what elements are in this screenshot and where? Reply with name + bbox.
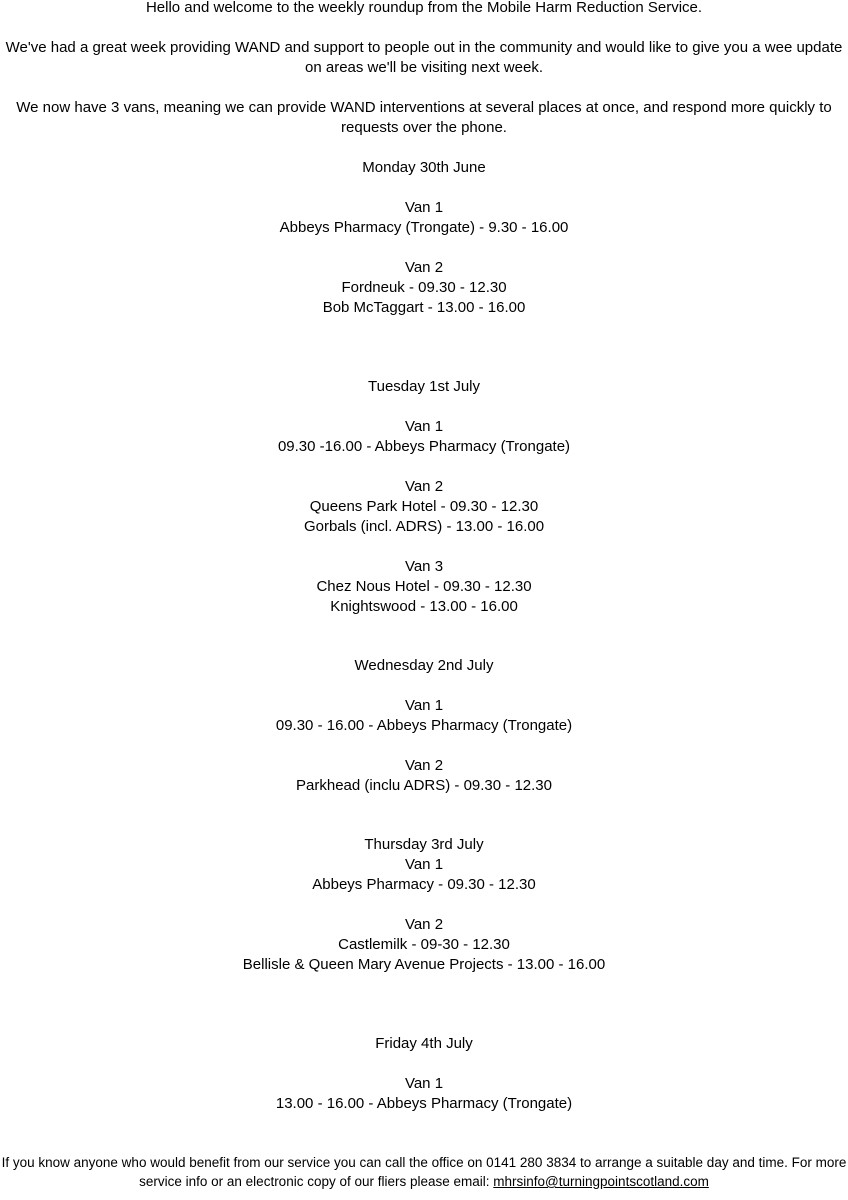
update-text-line-2: on areas we'll be visiting next week. [305, 59, 543, 76]
monday-van2-stop: Fordneuk - 09.30 - 12.30 [341, 279, 507, 296]
day-heading-monday: Monday 30th June [362, 159, 486, 176]
day-heading-tuesday: Tuesday 1st July [368, 378, 480, 395]
email-link[interactable]: mhrsinfo@turningpointscotland.com [493, 1174, 709, 1189]
friday-van1-label: Van 1 [404, 1075, 444, 1092]
wednesday-van1-stop: 09.30 - 16.00 - Abbeys Pharmacy (Trongate) [275, 717, 573, 734]
monday-van2-label: Van 2 [404, 259, 444, 276]
tuesday-van2-stop: Queens Park Hotel - 09.30 - 12.30 [309, 498, 539, 515]
tuesday-van3-label: Van 3 [404, 558, 444, 575]
day-heading-thursday: Thursday 3rd July [364, 836, 484, 853]
footer-contact-line-2 [0, 1172, 848, 1191]
monday-van1-stop: Abbeys Pharmacy (Trongate) - 9.30 - 16.00 [279, 219, 569, 236]
tuesday-van2-label: Van 2 [404, 478, 444, 495]
thursday-van1-stop: Abbeys Pharmacy - 09.30 - 12.30 [312, 876, 536, 893]
tuesday-van3-stop: Chez Nous Hotel - 09.30 - 12.30 [316, 578, 532, 595]
tuesday-van1-stop: 09.30 -16.00 - Abbeys Pharmacy (Trongate) [277, 438, 571, 455]
tuesday-van3-stop: Knightswood - 13.00 - 16.00 [330, 598, 518, 615]
thursday-van2-label: Van 2 [404, 916, 444, 933]
thursday-van2-stop: Castlemilk - 09-30 - 12.30 [338, 936, 510, 953]
monday-van1-label: Van 1 [404, 199, 444, 216]
monday-van2-stop: Bob McTaggart - 13.00 - 16.00 [322, 299, 526, 316]
footer-email-prefix: service info or an electronic copy of our fliers please email: [139, 1174, 494, 1189]
wednesday-van2-stop: Parkhead (inclu ADRS) - 09.30 - 12.30 [296, 777, 552, 794]
tuesday-van1-label: Van 1 [404, 418, 444, 435]
thursday-van2-stop: Bellisle & Queen Mary Avenue Projects - 13.00 - 16.00 [242, 956, 606, 973]
friday-van1-stop: 13.00 - 16.00 - Abbeys Pharmacy (Trongate) [275, 1095, 573, 1112]
update-text-line-1: We've had a great week providing WAND and support to people out in the community and would like to give you a wee update [5, 39, 843, 56]
day-heading-wednesday: Wednesday 2nd July [354, 657, 494, 674]
thursday-van1-label: Van 1 [404, 856, 444, 873]
tuesday-van2-stop: Gorbals (incl. ADRS) - 13.00 - 16.00 [303, 518, 545, 535]
vans-text-line-1: We now have 3 vans, meaning we can provide WAND interventions at several places at once, and respond more quickly to [16, 99, 832, 116]
greeting-text: Hello and welcome to the weekly roundup from the Mobile Harm Reduction Service. [145, 0, 703, 16]
wednesday-van2-label: Van 2 [404, 757, 444, 774]
vans-text-line-2: requests over the phone. [341, 119, 507, 136]
footer-contact-line-1: If you know anyone who would benefit from our service you can call the office on 0141 280 3834 to arrange a suitable day and time. For more [1, 1155, 847, 1170]
day-heading-friday: Friday 4th July [375, 1035, 473, 1052]
wednesday-van1-label: Van 1 [404, 697, 444, 714]
